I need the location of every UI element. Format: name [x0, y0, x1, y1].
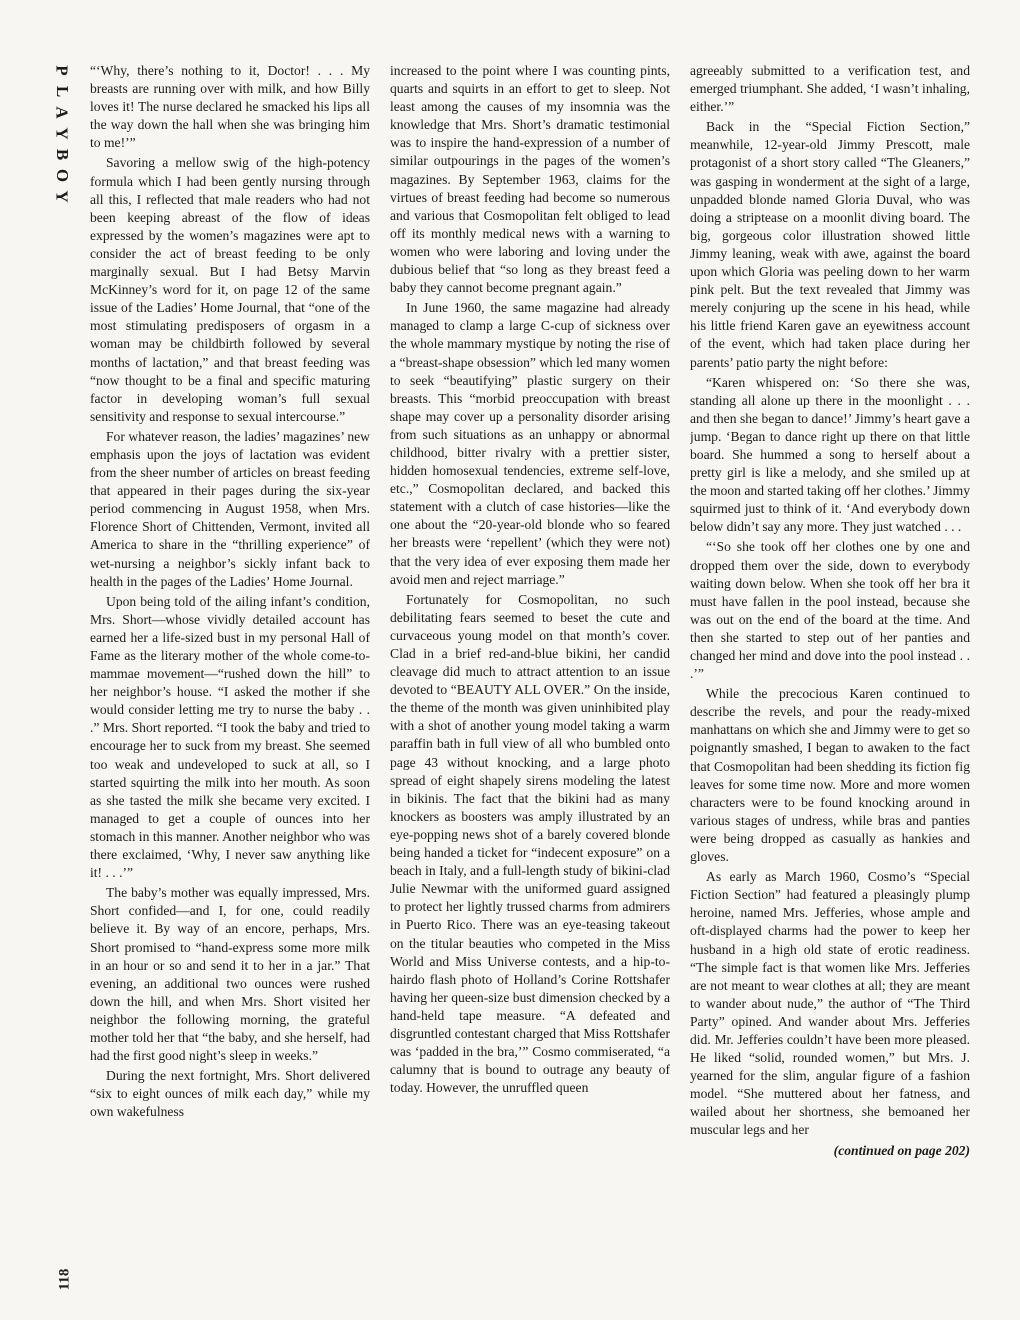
- paragraph: Savoring a mellow swig of the high-potency formula which I had been gently nursing through all this, I reflected that male readers who had not been keeping abreast of the flow of ideas expressed by the women’s magazines were apt to consider the act of breast feeding to be only marginally sexual. But I had Betsy Marvin McKinney’s word for it, on page 12 of the same issue of the Ladies’ Home Journal, that “one of the most stimulating predisposers of orgasm in a woman may be childbirth followed by several months of lactation,” and that breast feeding was “now thought to be a final and specific maturing factor in developing woman’s full sexual sensitivity and response to sexual intercourse.”: [90, 155, 370, 424]
- masthead-letter: A: [53, 106, 73, 119]
- masthead-letter: Y: [53, 127, 73, 140]
- masthead-letter: L: [53, 85, 73, 98]
- paragraph: As early as March 1960, Cosmo’s “Special Fiction Section” had featured a pleasingly plump heroine, named Mrs. Jefferies, whose ample and oft-displayed charms had the power to keep her husband in a high old state of erotic readiness. “The simple fact is that women like Mrs. Jefferies are not meant to wear clothes at all; they are meant to wander about nude,” the author of “The Third Party” opined. And wander about Mrs. Jefferies did. Mr. Jefferies couldn’t have been more pleased. He liked “solid, rounded women,” but Mrs. J. yearned for the slim, angular figure of a fashion model. “She muttered about her fatness, and wailed about her shortness, she bemoaned her muscular legs and her: [690, 869, 970, 1138]
- article-body: [90, 62, 970, 1292]
- paragraph: During the next fortnight, Mrs. Short delivered “six to eight ounces of milk each day,” while my own wakefulness: [90, 1068, 370, 1120]
- column-3: [690, 62, 970, 1292]
- paragraph: “‘Why, there’s nothing to it, Doctor! . . . My breasts are running over with milk, and how Billy loves it! The nurse declared he smacked his lips all the way down the hall when she was bringing him to me!’”: [90, 63, 370, 151]
- paragraph: “Karen whispered on: ‘So there she was, standing all alone up there in the moonlight . . . and then she began to dance!’ Jimmy’s heart gave a jump. ‘Began to dance right up there on that little board. She hummed a song to herself about a pretty girl is like a melody, and she smiled up at the moon and started taking off her clothes.’ Jimmy squirmed just to think of it. ‘And everybody down below didn’t say any more. They just watched . . .: [690, 374, 970, 535]
- masthead-letter: Y: [53, 190, 73, 203]
- paragraph: increased to the point where I was counting pints, quarts and squirts in an effort to get to sleep. Not least among the causes of my insomnia was the knowledge that Mrs. Short’s dramatic testimonial was to inspire the hand-expression of a number of similar outpourings in the pages of the women’s magazines. By September 1963, claims for the virtues of breast feeding had become so numerous and various that Cosmopolitan felt obliged to lead off its monthly medical news with a warning to women who were laboring and loving under the dubious belief that “so long as they breast feed a baby they cannot become pregnant again.”: [390, 63, 670, 296]
- paragraph: “‘So she took off her clothes one by one and dropped them over the side, down to everybody waiting down below. When she took off her bra it must have fallen in the pool instead, because she was out on the end of the board at the time. And then she started to step out of her panties and changed her mind and dove into the pool instead . . .’”: [690, 539, 970, 682]
- paragraph: In June 1960, the same magazine had already managed to clamp a large C-cup of sickness over the whole mammary mystique by noting the rise of a “breast-shape obsession” which led many women to seek “beautifying” plastic surgery on their breasts. This “morbid preoccupation with breast shape may cover up a personality disorder arising from such situations as an unhappy or abnormal childhood, bitter rivalry with a prettier sister, hidden homosexual tendencies, extreme self-love, etc.,” Cosmopolitan declared, and backed this statement with a clutch of case histories—like the one about the “20-year-old blonde who so feared her breasts were ‘repellent’ (which they were not) that the very idea of ever exposing them made her avoid men and reject marriage.”: [390, 300, 670, 587]
- paragraph: While the precocious Karen continued to describe the revels, and pour the ready-mixed manhattans on which she and Jimmy were to get so poignantly smashed, I began to awaken to the fact that Cosmopolitan had been shedding its fiction fig leaves for some time now. More and more women characters were to be found knocking around in various stages of undress, while bras and panties were being dropped as casually as hankies and gloves.: [690, 686, 970, 865]
- paragraph: agreeably submitted to a verification test, and emerged triumphant. She added, ‘I wasn’t inhaling, either.’”: [690, 63, 970, 115]
- masthead-letter: P: [53, 65, 73, 76]
- page-number: 118: [56, 1268, 73, 1291]
- continued-note: (continued on page 202): [833, 1142, 970, 1158]
- paragraph: The baby’s mother was equally impressed, Mrs. Short confided—and I, for one, could readily believe it. By way of an encore, perhaps, Mrs. Short promised to “hand-express some more milk in an hour or so and send it to her in a jar.” That evening, an additional two ounces were rushed down the hill, and when Mrs. Short visited her neighbor the following morning, the grateful mother told her that “the baby, and she herself, had had the first good night’s sleep in weeks.”: [90, 885, 370, 1064]
- column-1: [90, 62, 370, 1292]
- paragraph: For whatever reason, the ladies’ magazines’ new emphasis upon the joys of lactation was evident from the sheer number of articles on breast feeding that appeared in their pages during the six-year period commencing in August 1958, when Mrs. Florence Short of Chittenden, Vermont, invited all America to share in the “thrilling experience” of wet-nursing a neighbor’s sickly infant back to health in the pages of the Ladies’ Home Journal.: [90, 428, 370, 589]
- column-2: [390, 62, 670, 1292]
- paragraph: Back in the “Special Fiction Section,” meanwhile, 12-year-old Jimmy Prescott, male protagonist of a short story called “The Gleaners,” was gasping in wonderment at the sight of a large, unpadded blonde named Gloria Duval, who was doing a striptease on a moonlit diving board. The big, gorgeous color illustration showed little Jimmy leaning, weak with awe, against the board upon which Gloria was peeling down to her warm pink pelt. But the text revealed that Jimmy was merely conjuring up the scene in his head, while his little friend Karen gave an eyewitness account of the event, which had taken place during her parents’ patio party the night before:: [690, 119, 970, 370]
- masthead-letter: B: [53, 148, 73, 161]
- paragraph: Upon being told of the ailing infant’s condition, Mrs. Short—whose vividly detailed account has earned her a life-sized bust in my personal Hall of Fame as the literary mother of the whole come-to-mammae movement—“rushed down the hill” to her neighbor’s house. “I asked the mother if she would consider letting me try to nurse the baby . . .” Mrs. Short reported. “I took the baby and tried to encourage her to suck from my breast. She seemed too weak and undeveloped to suck at all, so I started squirting the milk into her mouth. As soon as she tasted the milk she became very excited. I managed to get a couple of ounces into her stomach in this manner. Another neighbor who was there exclaimed, ‘Why, I never saw anything like it! . . .’”: [90, 593, 370, 881]
- paragraph: Fortunately for Cosmopolitan, no such debilitating fears seemed to beset the cute and curvaceous young model on that month’s cover. Clad in a brief red-and-blue bikini, her candid cleavage did much to attract attention to an issue devoted to “BEAUTY ALL OVER.” On the inside, the theme of the month was given uninhibited play with a shot of another young model taking a warm paraffin bath in full view of all who bumbled onto page 43 without knocking, and a large photo spread of eight shapely sirens modeling the latest in bikinis. The fact that the bikini had as many knockers as boosters was amply illustrated by an eye-popping news shot of a barely covered blonde being handed a ticket for “indecent exposure” on a beach in Italy, and a full-length study of bikini-clad Julie Newmar with the uniformed guard assigned to protect her lightly trussed charms from admirers in Puerto Rico. There was an eye-teasing takeout on the titular beauties who competed in the Miss World and Miss Universe contests, and a hip-to-hairdo flash photo of Holland’s Corine Rottshafer having her queen-size bust dimension checked by a hand-held tape measure. “A defeated and disgruntled contestant charged that Miss Rottshafer was ‘padded in the bra,’” Cosmo commiserated, “a calumny that is bound to outrage any beauty of today. However, the unruffled queen: [390, 591, 670, 1096]
- masthead-letter: O: [53, 168, 73, 183]
- playboy-masthead: [53, 60, 73, 207]
